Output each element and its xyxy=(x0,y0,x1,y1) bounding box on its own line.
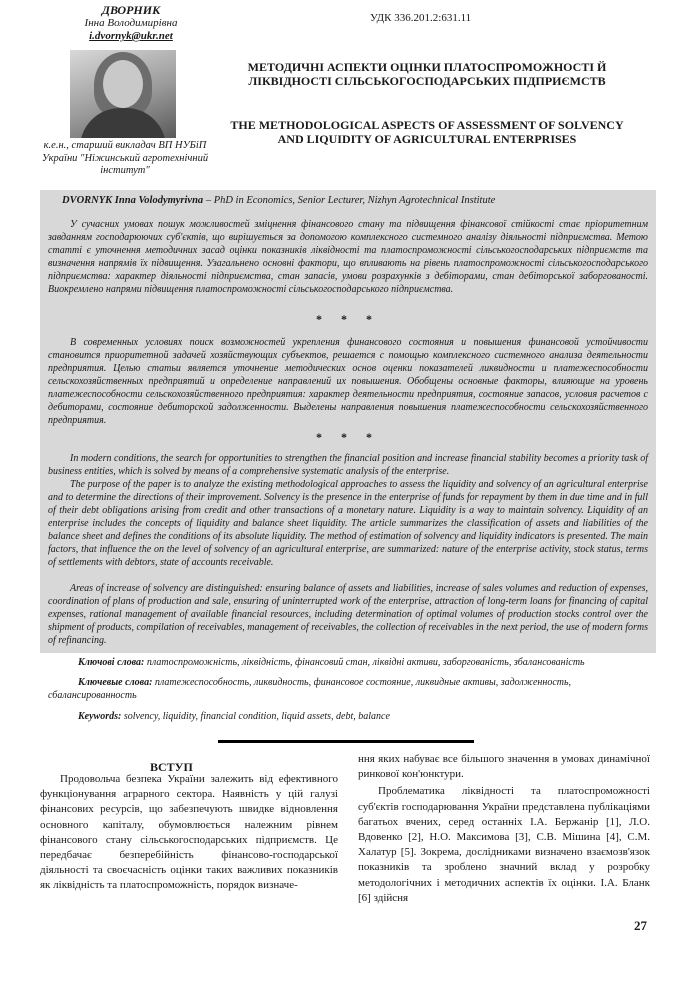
abstract-ru: В современных условиях поиск возможностей укрепления финансового состояния и повышения финансовой устойчивости становится приоритетной задачей хозяйствующих субъектов, решается с помощью комплексного системного анализа деятельности предприятия. Целью статьи является уточнение методических основ оценки показателей ликвидности и платежеспособности сельскохозяйственных предприятий и определение направлений их повышения. Обобщены основные факторы, влияющие на уровень платежеспособности сельскохозяйственного предприятия: характер деятельности предприятия, состояние запасов, условия расчетов с дебиторами, состояние дебиторской задолженности. Выделены направления повышения платежеспособности сельскохозяйственного предприятия. xyxy=(48,337,648,426)
article-title-ua: МЕТОДИЧНІ АСПЕКТИ ОЦІНКИ ПЛАТОСПРОМОЖНОСТІ Й ЛІКВІДНОСТІ СІЛЬСЬКОГОСПОДАРСЬКИХ ПІДПРИЄМСТВ xyxy=(247,60,607,88)
body-right-p2: Проблематика ліквідності та платоспроможності суб'єктів господарювання України представлена публікаціями багатьох вчених, серед останніх І.А. Бержанір [1], Л.О. Вдовенко [2], Н.О. Максимова [3], С.В. Мішина [4], С.М. Халатур [5]. Зокрема, дослідниками визначено взаємозв'язок показників та зроблено значний вклад у розробку методологічних і методичних аспектів їх оцінки. І.А. Бланк [6] здійсня xyxy=(358,785,650,904)
keywords-label: Ключевые слова: xyxy=(78,677,153,688)
separator-stars: * * * xyxy=(316,430,380,444)
keywords-en xyxy=(48,710,648,723)
keywords-label: Keywords: xyxy=(78,711,122,722)
keywords-text: платежеспособность, ликвидность, финансовое состояние, ликвидные активы, задолженность, сбалансированность xyxy=(48,677,572,701)
author-name: Інна Володимирівна xyxy=(84,17,178,29)
author-surname: ДВОРНИК xyxy=(101,3,161,17)
udk-code: УДК 336.201.2:631.11 xyxy=(370,12,472,24)
author-affiliation: к.е.н., старший викладач ВП НУБіП України "Ніжинський агротехнічний інститут" xyxy=(41,140,209,176)
byline-details: – PhD in Economics, Senior Lecturer, Nizhyn Agrotechnical Institute xyxy=(203,195,496,206)
separator-stars: * * * xyxy=(316,312,380,326)
byline-name: DVORNYK Inna Volodymyrivna xyxy=(62,195,204,206)
keywords-label: Ключові слова: xyxy=(78,657,145,668)
article-title-en: THE METHODOLOGICAL ASPECTS OF ASSESSMENT OF SOLVENCY AND LIQUIDITY OF AGRICULTURAL ENTERPRISES xyxy=(230,118,624,146)
author-photo xyxy=(70,50,176,138)
keywords-ua xyxy=(48,656,648,669)
body-right-column xyxy=(358,752,650,906)
abstract-ua: У сучасних умовах пошук можливостей зміцнення фінансового стану та підвищення фінансової стійкості стає пріоритетним завданням господарюючих суб'єктів, що вирішується за допомогою комплексного системного аналізу діяльності підприємства. Метою статті є уточнення методичних засад оцінки показників ліквідності та платоспроможності сільськогосподарських підприємств та визначення напрямів їх підвищення. Узагальнено основні фактори, що впливають на рівень платоспроможності сільськогосподарського підприємства: характер діяльності підприємства, стан запасів, умови розрахунків з дебіторами, стан дебіторської заборгованості. Виокремлено напрями підвищення платоспроможності сільськогосподарського підприємства. xyxy=(48,219,648,295)
abstract-en-p2: The purpose of the paper is to analyze the existing methodological approaches to assess the liquidity and solvency of an agricultural enterprise and to determine the directions of their improvement. Solvency is the presence in the enterprise of funds for repayment by them in due time and in full of their debt obligations arising from credit and other transactions of a monetary nature. Liquidity is a way to maintain solvency. Liquidity of an enterprise includes the concepts of liquidity and balance sheet liquidity. The article summarizes the classification of assets and liabilities of the balance sheet and defines the conditions of its absolute liquidity. The method of estimation of solvency and liquidity indicators is presented. The main factors, that influence the on the level of solvency of an agricultural enterprise, are summarized: nature of the enterprise activity, stock status, terms of settlements with debtors, state of accounts receivable. xyxy=(48,479,648,568)
abstract-en-p1: In modern conditions, the search for opportunities to strengthen the financial position and increase financial stability becomes a priority task of business entities, which is solved by means of a comprehensive systematic analysis of the enterprise. xyxy=(48,453,648,477)
body-right-p1: ння яких набуває все більшого значення в умовах динамічної ринкової кон'юнктури. xyxy=(358,753,650,781)
keywords-text: solvency, liquidity, financial condition, liquid assets, debt, balance xyxy=(121,711,390,722)
section-title: ВСТУП xyxy=(150,760,193,774)
byline xyxy=(62,195,495,206)
body-left-column: Продовольча безпека України залежить від ефективного функціонування аграрного сектора. Наявність у цій галузі фінансових ресурсів, що забезпечують швидке відновлення основного капіталу, обумовлюється належним рівнем фінансового стану сільськогосподарських підприємств. Це передбачає безперебійність фінансово-господарської діяльності та своєчасність оцінки таких важливих показників як ліквідність та платоспроможність, порядок визначе- xyxy=(40,773,338,892)
keywords-text: платоспроможність, ліквідність, фінансовий стан, ліквідні активи, заборгованість, збалансованість xyxy=(144,657,585,668)
author-email-link[interactable]: i.dvornyk@ukr.net xyxy=(89,30,173,42)
author-block xyxy=(56,4,206,43)
abstract-en-p3: Areas of increase of solvency are distinguished: ensuring balance of assets and liabilities, increase of sales volumes and reduction of expenses, coordination of plans of production and sale, ensuring of uninterrupted work of the enterprise, attraction of long-term loans for financing of capital expenses, rational management of available financial resources, including determination of optimal volumes of production stocks control over the shipment of products, compilation of receivables, management of receivables, the collection of receivables in the next period, the use of modern forms of refinancing. xyxy=(48,583,648,646)
keywords-ru xyxy=(48,676,648,702)
divider-rule xyxy=(218,740,474,743)
page-number: 27 xyxy=(634,918,647,933)
